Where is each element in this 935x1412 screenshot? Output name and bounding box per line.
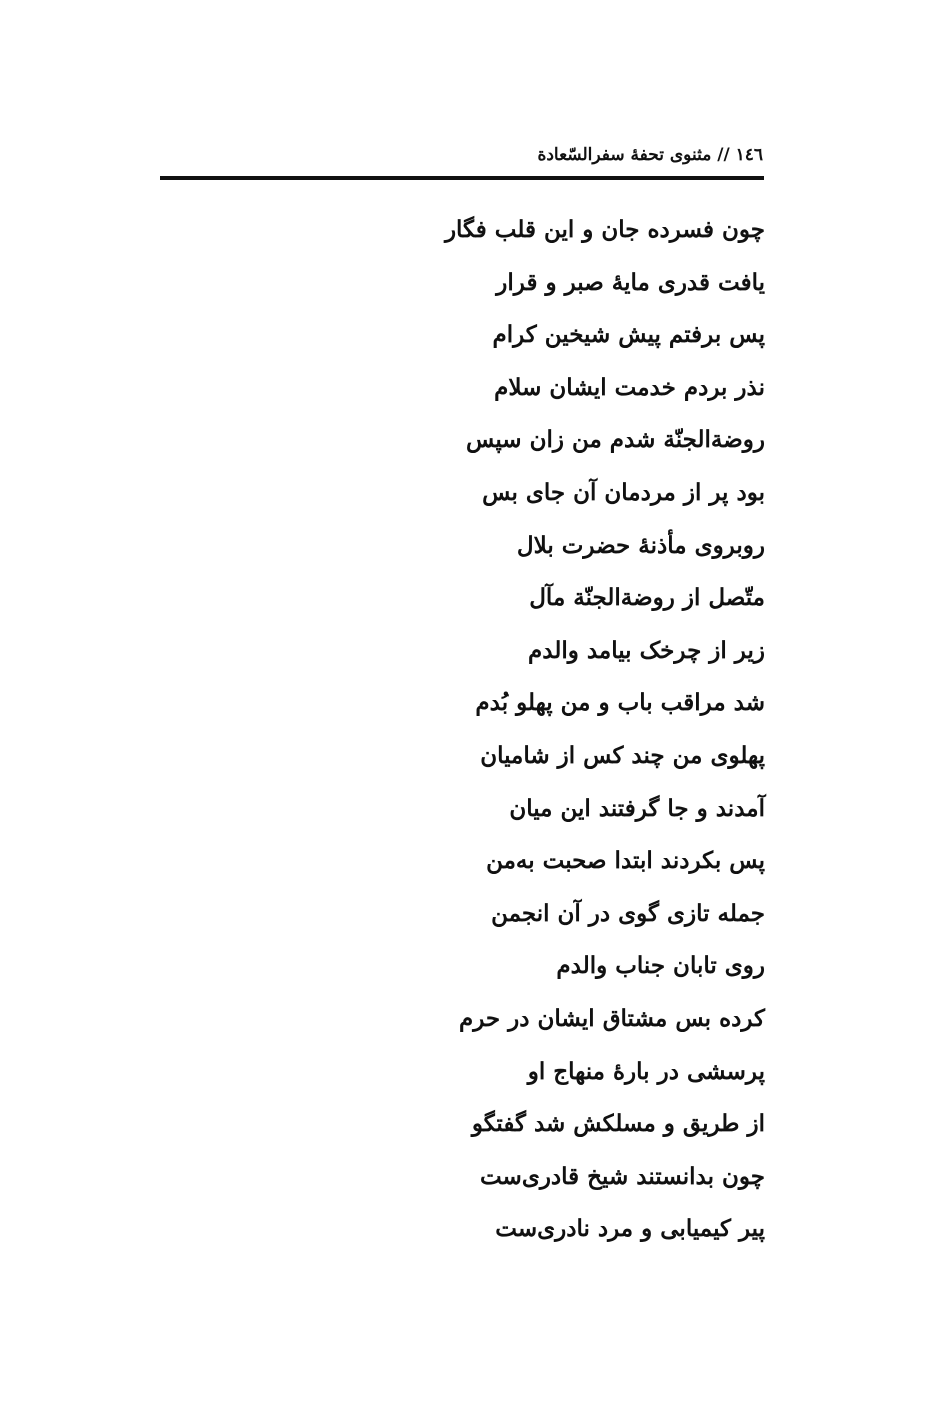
verse-line: چون فسرده جان و این قلب فگار [444,216,765,243]
verse-line: بود پر از مردمان آن جای بس [482,478,765,506]
verse-line: پس بکردند ابتدا صحبت به‌من [486,847,765,875]
verse-line: روضةالجنّة شدم من زان سپس [466,426,765,454]
verse-line: چون بدانستند شیخ قادری‌ست [479,1162,765,1190]
verse-line: پرسشی در بارهٔ منهاج او [527,1057,765,1085]
verse-line: از طریق و مسلکش شد گفتگو [471,1110,765,1138]
verse-line: پهلوی من چند کس از شامیان [480,741,765,769]
verse-line: یافت قدری مایهٔ صبر و قرار [496,268,765,296]
page-number: ١٤٦ [735,145,763,165]
header-separator: // [717,145,730,165]
verse-line: آمدند و جا گرفتند این میان [509,794,765,822]
verse-list [205,204,765,1256]
verse-line: روبروی مأذنهٔ حضرت بلال [516,531,765,559]
verse-line: متّصل از روضةالجنّة مآل [529,584,765,612]
header-rule [160,176,764,180]
verse-line: پیر کیمیابی و مرد نادری‌ست [495,1215,765,1243]
verse-line: پس برفتم پیش شیخین کرام [492,321,765,349]
book-title: مثنوی تحفهٔ سفرالسّعادة [537,145,712,165]
verse-line: کرده بس مشتاق ایشان در حرم [458,1004,765,1032]
verse-line: روی تابان جناب والدم [556,952,765,980]
running-header [163,140,763,170]
verse-line: جمله تازی گوی در آن انجمن [491,899,765,927]
verse-line: زیر از چرخک بیامد والدم [528,636,765,664]
verse-line: شد مراقب باب و من پهلو بُدم [475,689,765,717]
verse-line: نذر بردم خدمت ایشان سلام [494,373,765,401]
